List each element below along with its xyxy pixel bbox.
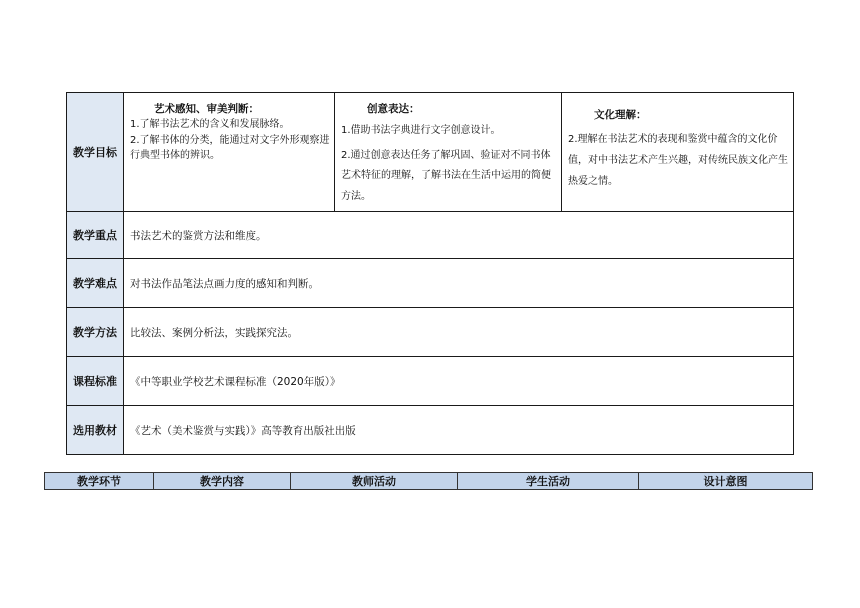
col-header-teacher-activity: 教师活动 (291, 473, 458, 490)
goal-creative-expression (335, 93, 562, 212)
row-curriculum-standard (67, 357, 794, 406)
row-methods (67, 308, 794, 357)
row-header: 教学重点 (67, 212, 124, 259)
goal-line: 2.了解书体的分类，能通过对文字外形观察进行典型书体的辨识。 (130, 134, 330, 162)
row-header: 选用教材 (67, 406, 124, 455)
row-key-points (67, 212, 794, 259)
col-header-student-activity: 学生活动 (458, 473, 639, 490)
row-content: 比较法、案例分析法，实践探究法。 (124, 308, 794, 357)
goal-line: 2.通过创意表达任务了解巩固、验证对不同书体艺术特征的理解，了解书法在生活中运用的简便方法。 (341, 149, 551, 202)
goal-aesthetic-perception (124, 93, 335, 212)
col-header-design-intent: 设计意图 (639, 473, 813, 490)
row-header: 课程标准 (67, 357, 124, 406)
goal-title: 文化理解： (594, 109, 647, 121)
goal-cultural-understanding (562, 93, 794, 212)
goal-title: 艺术感知、审美判断： (154, 103, 259, 115)
goal-line: 1.了解书法艺术的含义和发展脉络。 (130, 119, 290, 131)
lesson-info-table (66, 92, 794, 455)
row-content: 《中等职业学校艺术课程标准（2020年版）》 (124, 357, 794, 406)
col-header-stage: 教学环节 (45, 473, 154, 490)
teaching-process-table (44, 472, 813, 490)
row-header: 教学方法 (67, 308, 124, 357)
row-content: 对书法作品笔法点画力度的感知和判断。 (124, 259, 794, 308)
goal-header: 教学目标 (67, 93, 124, 212)
goal-line: 2.理解在书法艺术的表现和鉴赏中蕴含的文化价值，对中书法艺术产生兴趣，对传统民族文化产生热爱之情。 (568, 134, 788, 188)
goal-title: 创意表达： (367, 103, 420, 115)
row-difficulties (67, 259, 794, 308)
row-content: 书法艺术的鉴赏方法和维度。 (124, 212, 794, 259)
row-teaching-goals (67, 93, 794, 212)
process-header-row (45, 473, 813, 490)
row-content: 《艺术（美术鉴赏与实践）》高等教育出版社出版 (124, 406, 794, 455)
row-textbook (67, 406, 794, 455)
goal-line: 1.借助书法字典进行文字创意设计。 (341, 125, 501, 137)
row-header: 教学难点 (67, 259, 124, 308)
col-header-content: 教学内容 (154, 473, 291, 490)
